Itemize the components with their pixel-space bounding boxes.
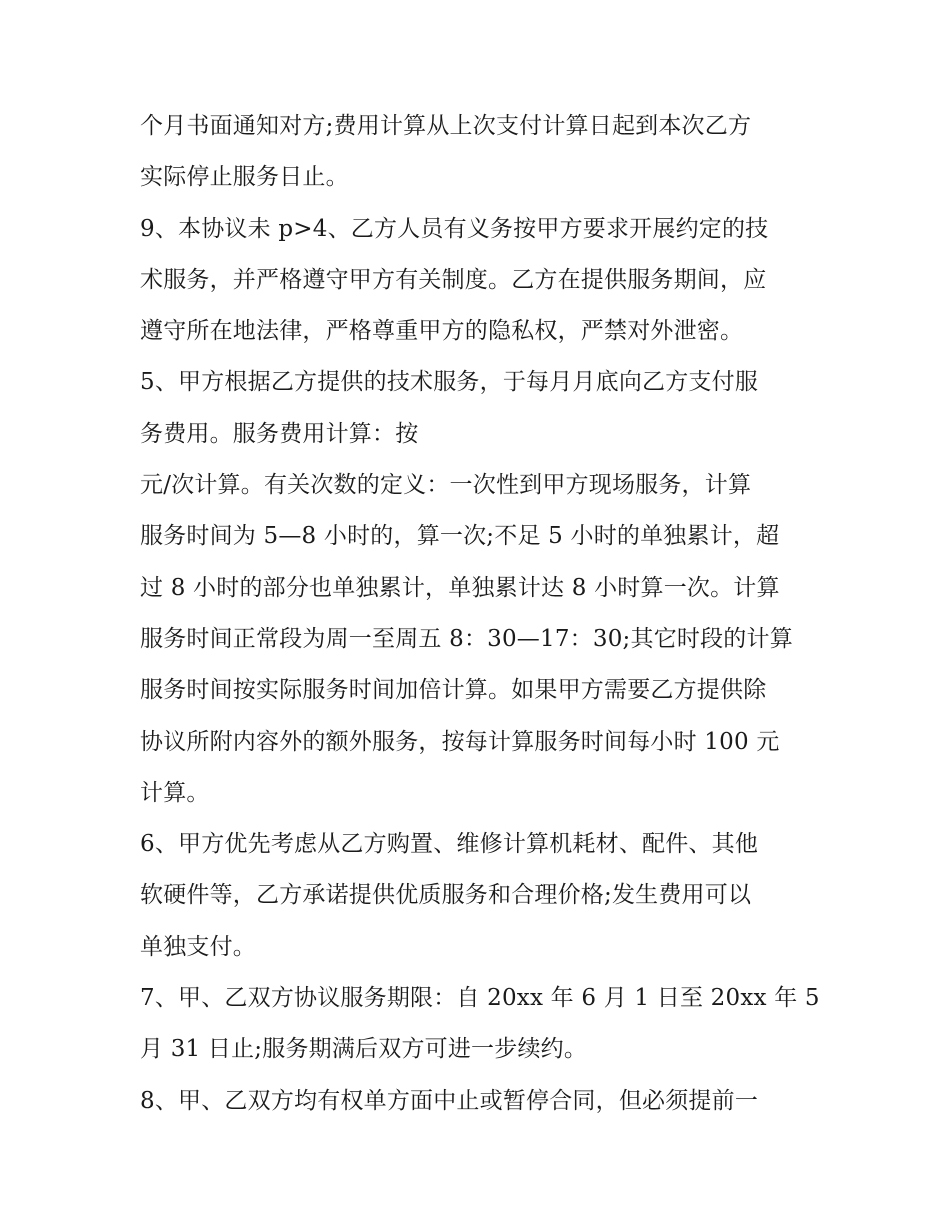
text-line: 遵守所在地法律，严格尊重甲方的隐私权，严禁对外泄密。	[140, 318, 744, 345]
text-line: 8、甲、乙双方均有权单方面中止或暂停合同，但必须提前一	[140, 1087, 759, 1114]
text-line: 个月书面通知对方;费用计算从上次支付计算日起到本次乙方	[140, 113, 752, 139]
text-line: 服务时间按实际服务时间加倍计算。如果甲方需要乙方提供除	[140, 677, 767, 704]
text-line: 软硬件等，乙方承诺提供优质服务和合理价格;发生费用可以	[140, 882, 752, 909]
text-line: 7、甲、乙双方协议服务期限：自 20xx 年 6 月 1 日至 20xx 年 5	[140, 985, 820, 1012]
text-line: 5、甲方根据乙方提供的技术服务，于每月月底向乙方支付服	[140, 369, 759, 396]
text-line: 协议所附内容外的额外服务，按每计算服务时间每小时 100 元	[140, 728, 780, 755]
text-line: 服务时间为 5—8 小时的，算一次;不足 5 小时的单独累计，超	[140, 523, 780, 550]
text-line: 单独支付。	[140, 933, 256, 960]
text-line: 9、本协议未 p>4、乙方人员有义务按甲方要求开展约定的技	[140, 215, 769, 242]
text-line: 术服务，并严格遵守甲方有关制度。乙方在提供服务期间，应	[140, 266, 767, 293]
document-body	[140, 101, 830, 1127]
text-line: 计算。	[140, 779, 210, 806]
text-line: 过 8 小时的部分也单独累计，单独累计达 8 小时算一次。计算	[140, 574, 780, 601]
text-line: 6、甲方优先考虑从乙方购置、维修计算机耗材、配件、其他	[140, 831, 759, 858]
text-line: 务费用。服务费用计算：按	[140, 420, 419, 447]
text-line: 实际停止服务日止。	[140, 164, 349, 191]
text-line: 元/次计算。有关次数的定义：一次性到甲方现场服务，计算	[140, 472, 752, 499]
text-line: 月 31 日止;服务期满后双方可进一步续约。	[140, 1036, 588, 1063]
text-line: 服务时间正常段为周一至周五 8：30—17：30;其它时段的计算	[140, 625, 793, 652]
